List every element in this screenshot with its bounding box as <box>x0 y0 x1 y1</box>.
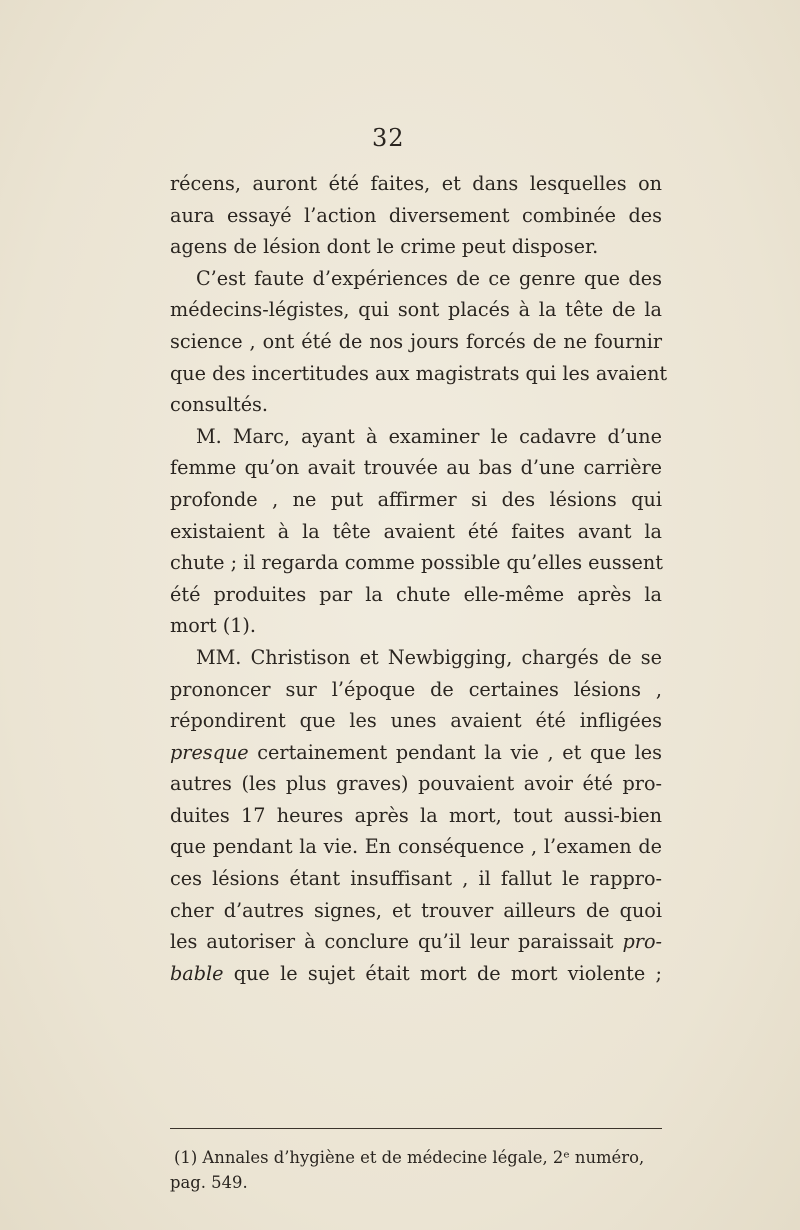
text-line: que pendant la vie. En conséquence , l’examen de <box>170 835 662 859</box>
text-line: chute ; il regarda comme possible qu’elles eussent <box>170 551 663 575</box>
text-line: existaient à la tête avaient été faites avant la <box>170 519 662 543</box>
footnote <box>170 1145 662 1195</box>
text-line: femme qu’on avait trouvée au bas d’une carrière <box>170 456 662 480</box>
footnote-line: (1) Annales d’hygiène et de médecine légale, 2ᵉ numéro, <box>174 1148 645 1167</box>
text-line: ces lésions étant insuffisant , il fallut le rappro- <box>170 867 662 891</box>
text-line: été produites par la chute elle-même après la <box>170 582 662 606</box>
text-line: récens, auront été faites, et dans lesquelles on <box>170 172 662 195</box>
text-line: profonde , ne put affirmer si des lésions qui <box>170 487 662 511</box>
footnote-divider <box>170 1128 662 1129</box>
text-line: prononcer sur l’époque de certaines lésions , <box>170 677 662 701</box>
body-text <box>170 168 668 989</box>
text-line: consultés. <box>170 393 269 417</box>
text-line: C’est faute d’expériences de ce genre que des <box>196 266 662 290</box>
text-line: les autoriser à conclure qu’il leur paraissait pro- <box>170 930 662 954</box>
text-line: autres (les plus graves) pouvaient avoir été pro- <box>170 772 662 796</box>
text-line: médecins-légistes, qui sont placés à la tête de la <box>170 298 662 322</box>
text-line: presque certainement pendant la vie , et que les <box>170 740 662 764</box>
text-line: M. Marc, ayant à examiner le cadavre d’une <box>196 424 662 448</box>
text-line: MM. Christison et Newbigging, chargés de se <box>196 645 662 669</box>
text-line: bable que le sujet était mort de mort violente ; <box>170 961 662 985</box>
emphasis: pro- <box>622 930 662 954</box>
emphasis: bable <box>170 961 224 985</box>
emphasis: presque <box>170 740 249 764</box>
text-line: aura essayé l’action diversement combinée des <box>170 203 662 227</box>
text-line: agens de lésion dont le crime peut disposer. <box>170 235 599 259</box>
text-line: cher d’autres signes, et trouver ailleurs de quoi <box>170 898 662 922</box>
page-number: 32 <box>372 124 405 152</box>
footnote-line: pag. 549. <box>170 1173 248 1192</box>
text-line: science , ont été de nos jours forcés de ne fournir <box>170 329 662 353</box>
text-line: répondirent que les unes avaient été infligées <box>170 709 662 733</box>
text-line: duites 17 heures après la mort, tout aussi-bien <box>170 803 662 827</box>
text-line: mort (1). <box>170 614 257 638</box>
text-line: que des incertitudes aux magistrats qui les avaient <box>170 361 668 385</box>
